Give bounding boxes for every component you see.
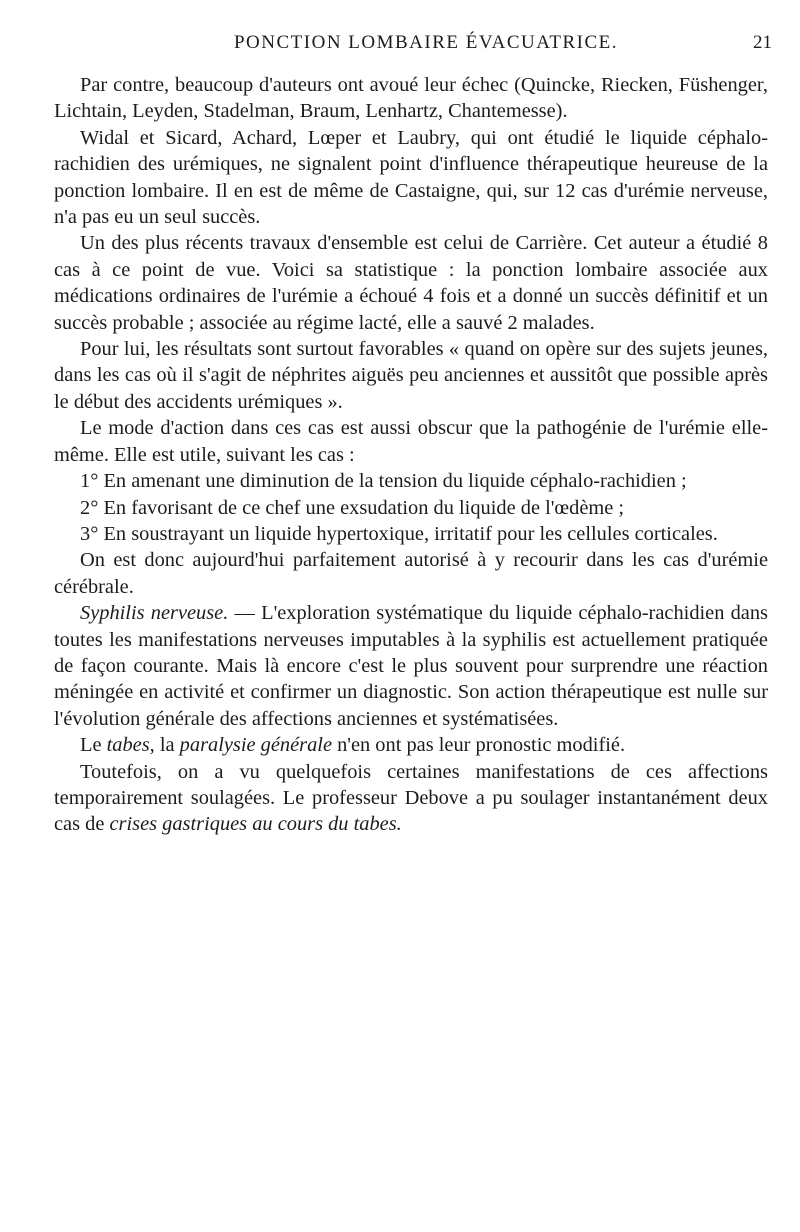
running-title: PONCTION LOMBAIRE ÉVACUATRICE. [233, 32, 619, 53]
page-number: 21 [753, 32, 772, 53]
list-item-2: 2° En favorisant de ce chef une exsudation du liquide de l'œdème ; [80, 496, 625, 519]
body-text [54, 72, 768, 838]
list-item-3: 3° En soustrayant un liquide hypertoxique, irritatif pour les cellules corticales. [80, 522, 718, 545]
paralysie-term: paralysie générale [179, 734, 332, 757]
syphilis-heading: Syphilis nerveuse. [80, 602, 229, 625]
crises-term: crises gastriques au cours du tabes. [109, 813, 402, 836]
paragraph-syphilis [54, 600, 768, 732]
paragraph-mode-of-action: Le mode d'action dans ces cas est aussi obscur que la pathogénie de l'urémie elle-même. Elle est utile, suivant les cas : [54, 417, 768, 466]
paragraph-widal-sicard: Widal et Sicard, Achard, Lœper et Laubry, qui ont étudié le liquide céphalo-rachidien des urémiques, ne signalent point d'influence thérapeutique heureuse de la ponction lombaire. Il en est de même de Castaigne, qui, sur 12 cas d'urémie nerveuse, n'a pas eu un seul succès. [54, 126, 768, 229]
paragraph-debove [54, 759, 768, 838]
list-item-1: 1° En amenant une diminution de la tension du liquide céphalo-rachidien ; [80, 470, 687, 493]
tabes-text-b: , la [149, 734, 180, 757]
paragraph-favorable-results: Pour lui, les résultats sont surtout favorables « quand on opère sur des sujets jeunes, dans les cas où il s'agit de néphrites aiguës peu anciennes et aussitôt que possible après le début des accidents urémiques ». [54, 338, 768, 413]
syphilis-text: — L'exploration systématique du liquide céphalo-rachidien dans toutes les manifestations nerveuses imputables à la syphilis est actuellement pratiquée de façon courante. Mais là encore c'est le plus souvent pour surprendre une réaction méningée en activité et confirmer un diagnostic. Son action thérapeutique est nulle sur l'évolution générale des affections anciennes et systématisées. [54, 602, 768, 730]
tabes-text-c: n'en ont pas leur pronostic modifié. [332, 734, 626, 757]
paragraph-failures: Par contre, beaucoup d'auteurs ont avoué leur échec (Quincke, Riecken, Füshenger, Lichtain, Leyden, Stadelman, Braum, Lenhartz, Chantemesse). [54, 74, 768, 123]
debove-text: Toutefois, on a vu quelquefois certaines manifestations de ces affections temporairement soulagées. Le professeur Debove a pu soulager instantanément deux cas de [54, 760, 768, 836]
page-header [80, 28, 772, 58]
tabes-term: tabes [106, 734, 150, 757]
paragraph-tabes [54, 732, 768, 758]
paragraph-conclusion-uremia: On est donc aujourd'hui parfaitement autorisé à y recourir dans les cas d'urémie cérébrale. [54, 549, 768, 598]
tabes-text-a: Le [80, 734, 107, 757]
paragraph-carriere: Un des plus récents travaux d'ensemble est celui de Carrière. Cet auteur a étudié 8 cas à ce point de vue. Voici sa statistique : la ponction lombaire associée aux médications ordinaires de l'urémie a échoué 4 fois et a donné un succès définitif et un succès probable ; associée au régime lacté, elle a sauvé 2 malades. [54, 232, 768, 334]
